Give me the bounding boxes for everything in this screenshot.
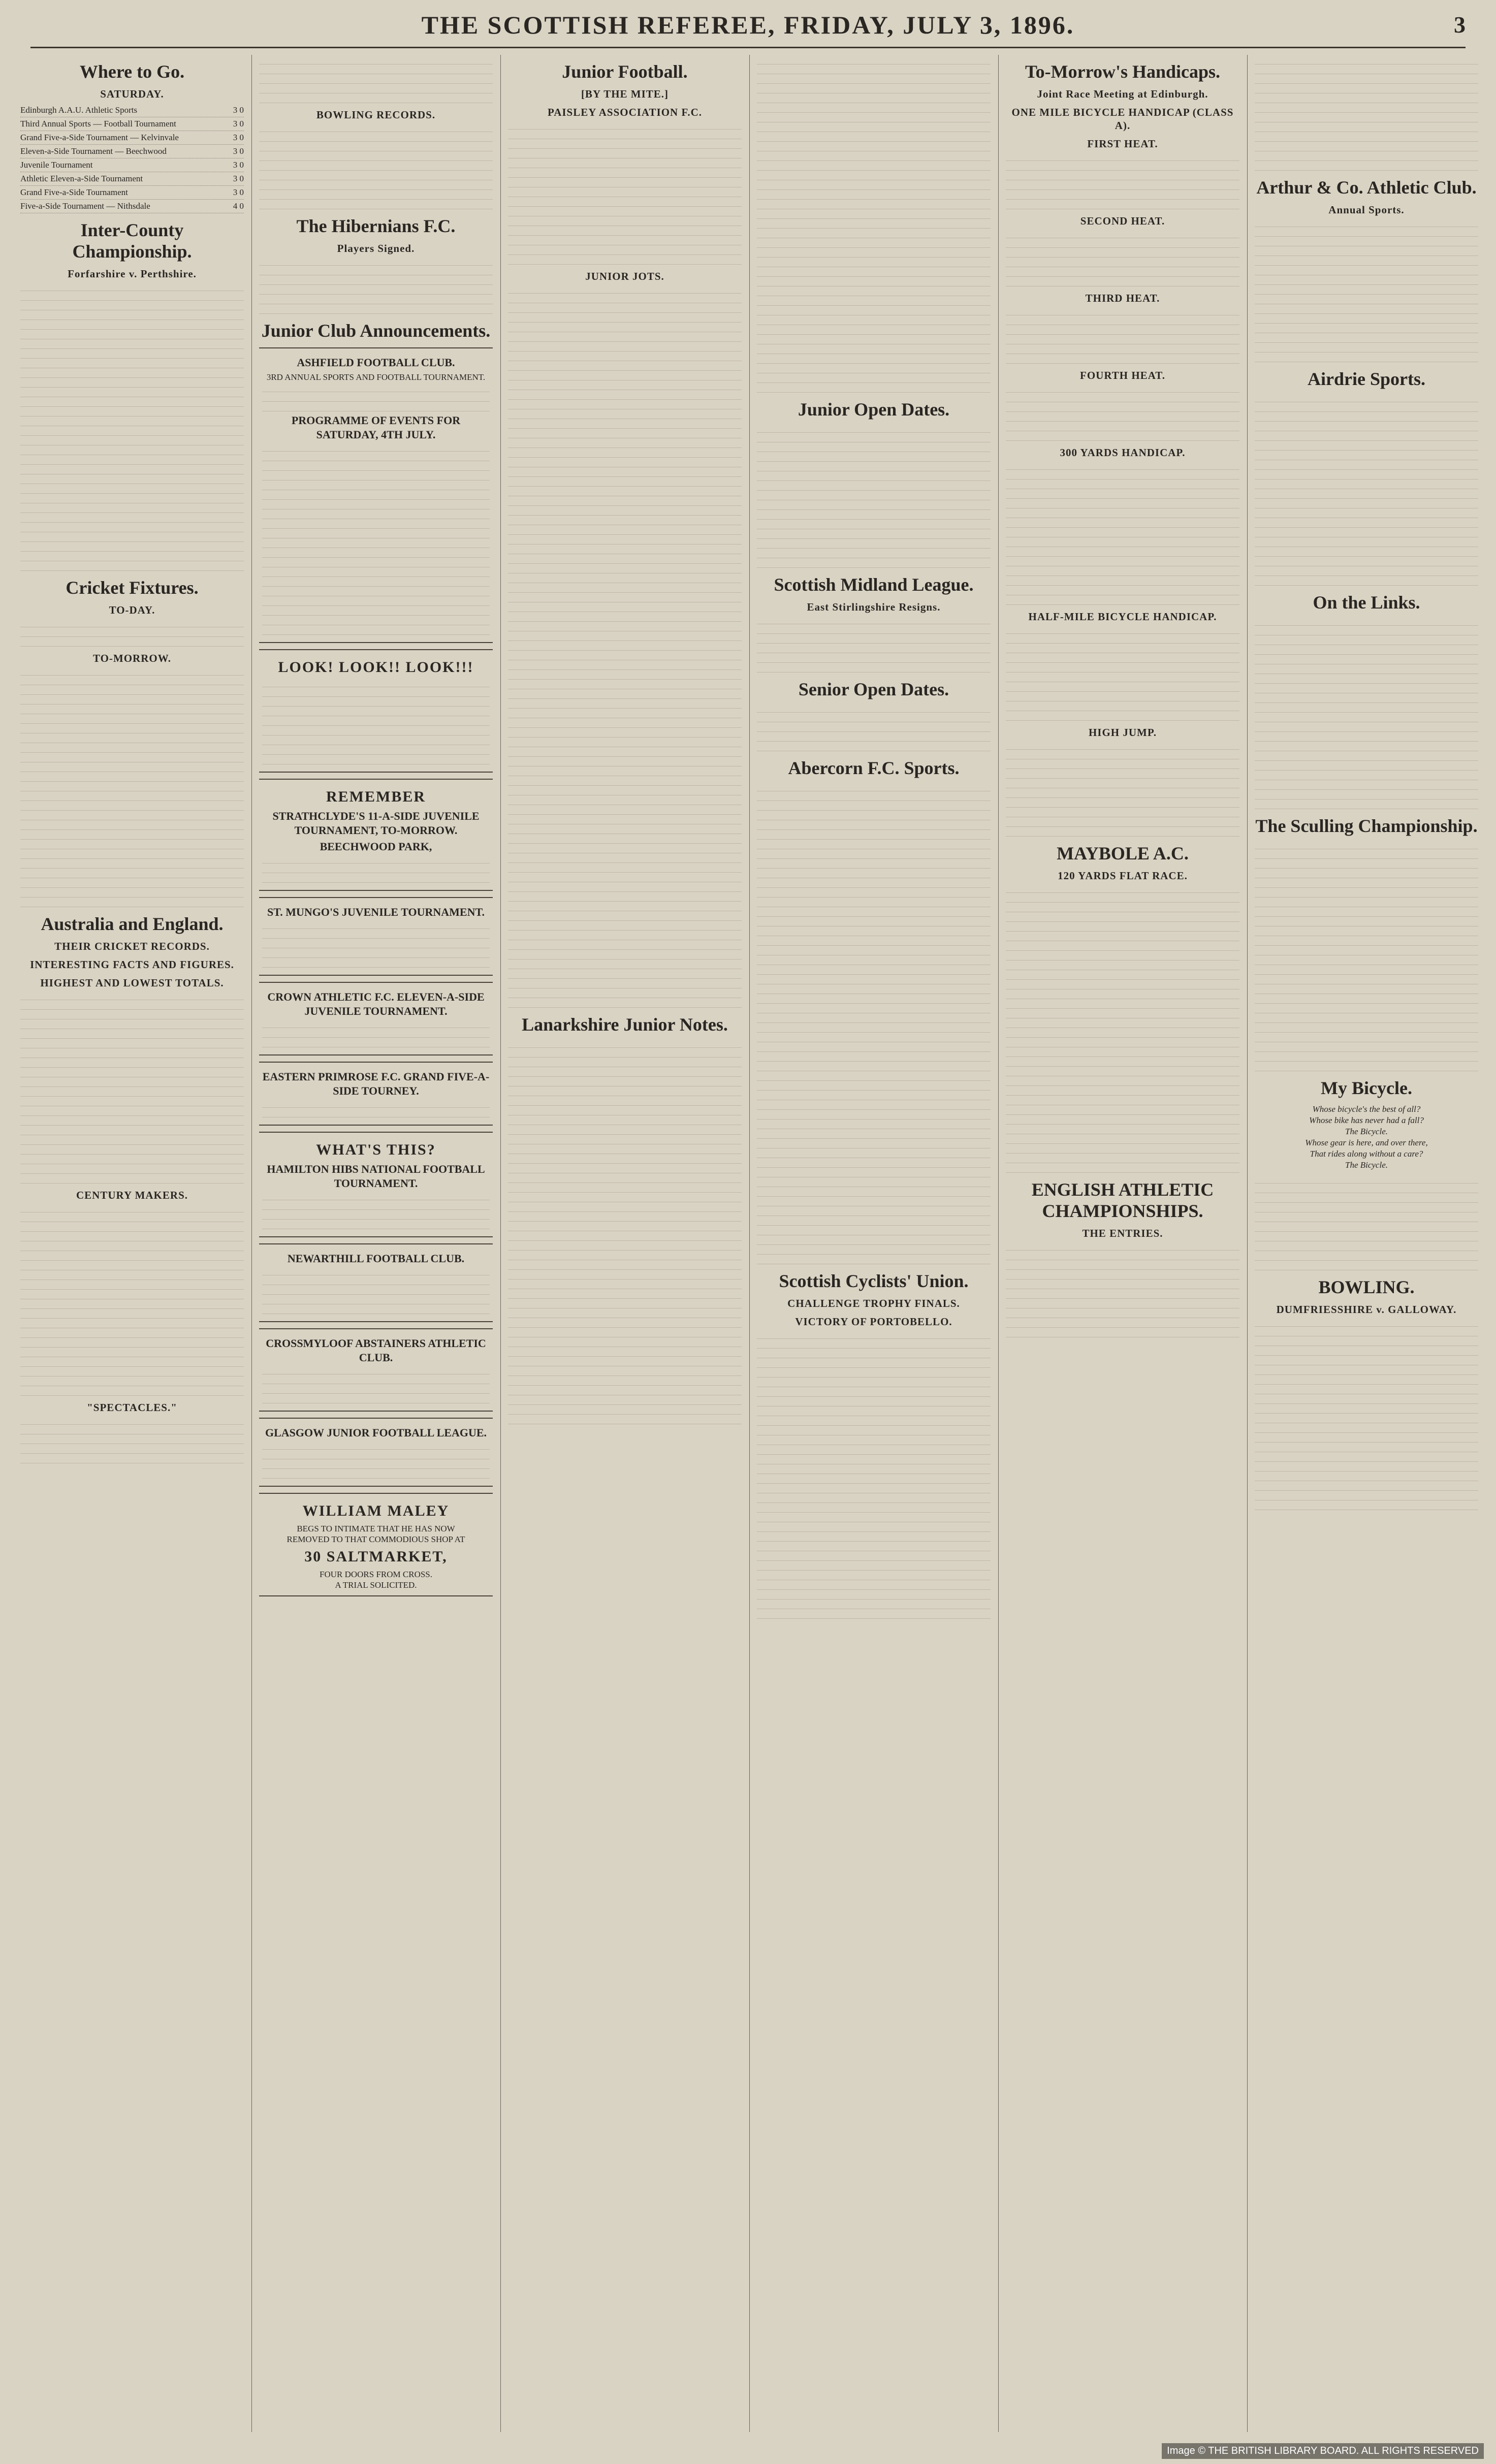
whats-this-advert: WHAT'S THIS? HAMILTON HIBS NATIONAL FOOTBALL TOURNAMENT. (259, 1132, 493, 1237)
cyclists-union-heading: Scottish Cyclists' Union. (779, 1271, 969, 1291)
lanarkshire-heading: Lanarkshire Junior Notes. (522, 1014, 728, 1035)
article-body (20, 668, 244, 907)
sculling-heading: The Sculling Championship. (1255, 816, 1478, 836)
australia-heading: Australia and England. (41, 914, 224, 934)
article-body (1255, 57, 1478, 171)
ashfield-advert: ASHFIELD FOOTBALL CLUB. 3RD ANNUAL SPORTS AND FOOTBALL TOURNAMENT. PROGRAMME OF EVENTS FOR SATURDAY, 4TH JULY. (259, 347, 493, 643)
entries-list (1006, 385, 1239, 441)
australia-subheading: THEIR CRICKET RECORDS. (54, 940, 210, 952)
entries-list (1006, 462, 1239, 605)
article-body (757, 617, 991, 673)
list-item: Edinburgh A.A.U. Athletic Sports 3 0 (20, 104, 244, 117)
entries-list (1006, 308, 1239, 364)
paisley-subheading: PAISLEY ASSOCIATION F.C. (547, 106, 703, 118)
inter-county-subheading: Forfarshire v. Perthshire. (68, 268, 197, 280)
hibernians-heading: The Hibernians F.C. (296, 216, 456, 236)
airdrie-heading: Airdrie Sports. (1308, 369, 1425, 389)
entries-subheading: THE ENTRIES. (1082, 1227, 1163, 1239)
totals-subheading: HIGHEST AND LOWEST TOTALS. (40, 977, 224, 989)
first-heat-subheading: FIRST HEAT. (1087, 138, 1158, 150)
links-heading: On the Links. (1313, 592, 1420, 613)
handicaps-heading: To-Morrow's Handicaps. (1025, 61, 1221, 82)
third-heat-subheading: THIRD HEAT. (1085, 292, 1160, 304)
inter-county-heading: Inter-County Championship. (72, 220, 192, 262)
eastern-advert: EASTERN PRIMROSE F.C. GRAND FIVE-A-SIDE TOURNEY. (259, 1062, 493, 1126)
article-body (259, 124, 493, 209)
column-6 (1255, 55, 1478, 2432)
yards-120-subheading: 120 YARDS FLAT RACE. (1058, 870, 1188, 882)
column-divider (998, 55, 999, 2432)
article-body (20, 620, 244, 647)
article-body (1255, 618, 1478, 809)
article-body (1255, 842, 1478, 1071)
masthead (20, 7, 1476, 43)
australia-subheading-2: INTERESTING FACTS AND FIGURES. (30, 958, 234, 971)
article-body (757, 1331, 991, 1619)
column-divider (251, 55, 252, 2432)
high-jump-subheading: HIGH JUMP. (1088, 726, 1157, 739)
second-heat-subheading: SECOND HEAT. (1080, 215, 1165, 227)
spectacles-subheading: "SPECTACLES." (87, 1401, 177, 1414)
players-signed-subheading: Players Signed. (337, 242, 415, 254)
one-mile-subheading: ONE MILE BICYCLE HANDICAP (CLASS A). (1011, 106, 1234, 132)
midland-league-heading: Scottish Midland League. (774, 574, 974, 595)
maybole-heading: MAYBOLE A.C. (1057, 843, 1189, 863)
byline: [BY THE MITE.] (581, 88, 669, 100)
joint-race-subheading: Joint Race Meeting at Edinburgh. (1037, 88, 1208, 100)
list-item: Athletic Eleven-a-Side Tournament 3 0 (20, 172, 244, 186)
dumfries-subheading: DUMFRIESSHIRE v. GALLOWAY. (1276, 1303, 1457, 1316)
article-body (20, 993, 244, 1183)
tomorrow-subheading: TO-MORROW. (92, 652, 172, 664)
yards-300-subheading: 300 YARDS HANDICAP. (1060, 446, 1186, 459)
list-item: Grand Five-a-Side Tournament 3 0 (20, 186, 244, 200)
article-body (259, 57, 493, 103)
article-body (757, 784, 991, 1264)
article-body (20, 1205, 244, 1396)
newspaper-title: THE SCOTTISH REFEREE, FRIDAY, JULY 3, 1896. (421, 11, 1075, 39)
junior-announcements-heading: Junior Club Announcements. (261, 321, 491, 341)
article-body (508, 122, 742, 265)
column-divider (749, 55, 750, 2432)
today-subheading: TO-DAY. (109, 604, 155, 616)
maley-advert: WILLIAM MALEY BEGS TO INTIMATE THAT HE HAS NOW REMOVED TO THAT COMMODIOUS SHOP AT 30 SALTMARKET, FOUR DOORS FROM CROSS. A TRIAL SOLICITED. (259, 1493, 493, 1596)
article-body (1255, 1319, 1478, 1510)
newarthill-advert: NEWARTHILL FOOTBALL CLUB. (259, 1243, 493, 1322)
abercorn-heading: Abercorn F.C. Sports. (788, 758, 960, 778)
page-number: 3 (1454, 12, 1466, 38)
article-body (1255, 1176, 1478, 1270)
list-item: Juvenile Tournament 3 0 (20, 158, 244, 172)
senior-open-dates-heading: Senior Open Dates. (798, 679, 949, 699)
entries-list (1006, 626, 1239, 721)
crossmyloof-advert: CROSSMYLOOF ABSTAINERS ATHLETIC CLUB. (259, 1328, 493, 1412)
article-body (508, 1040, 742, 1424)
column-5 (1006, 55, 1239, 2432)
bowling-heading: BOWLING. (1318, 1277, 1415, 1297)
article-body (20, 283, 244, 571)
article-body (757, 57, 991, 393)
entries-list (1006, 885, 1239, 1173)
column-3 (508, 55, 742, 2432)
english-championships-heading: ENGLISH ATHLETIC CHAMPIONSHIPS. (1031, 1179, 1214, 1221)
challenge-subheading: CHALLENGE TROPHY FINALS. (787, 1297, 960, 1309)
glasgow-junior-advert: GLASGOW JUNIOR FOOTBALL LEAGUE. (259, 1418, 493, 1487)
article-body (20, 1417, 244, 1463)
copyright-notice: Image © THE BRITISH LIBRARY BOARD. ALL RIGHTS RESERVED (1162, 2443, 1484, 2459)
victory-subheading: VICTORY OF PORTOBELLO. (795, 1316, 952, 1328)
poem: Whose bicycle's the best of all? Whose bike has never had a fall? The Bicycle. Whose gear is here, and over there, That rides along without a care? The Bicycle. (1305, 1104, 1428, 1170)
article-body (1006, 1243, 1239, 1337)
junior-open-dates-heading: Junior Open Dates. (798, 399, 950, 420)
half-mile-subheading: HALF-MILE BICYCLE HANDICAP. (1028, 611, 1217, 623)
list-item: Eleven-a-Side Tournament — Beechwood 3 0 (20, 145, 244, 158)
where-to-go-heading: Where to Go. (79, 61, 185, 82)
article-body (757, 425, 991, 568)
entries-list (1006, 742, 1239, 837)
list-item: Third Annual Sports — Football Tournament 3 0 (20, 117, 244, 131)
entries-list (1006, 153, 1239, 209)
column-2 (259, 55, 493, 2432)
column-divider (1247, 55, 1248, 2432)
article-body (1255, 219, 1478, 362)
look-advert: LOOK! LOOK!! LOOK!!! (259, 649, 493, 773)
list-item: Grand Five-a-Side Tournament — Kelvinvale 3 0 (20, 131, 244, 145)
st-mungos-advert: ST. MUNGO'S JUVENILE TOURNAMENT. (259, 897, 493, 976)
saturday-subheading: SATURDAY. (100, 88, 164, 100)
east-stirlingshire-subheading: East Stirlingshire Resigns. (807, 601, 941, 613)
column-divider (500, 55, 501, 2432)
bowling-records-subheading: BOWLING RECORDS. (316, 109, 436, 121)
article-body (508, 286, 742, 1008)
article-body (757, 705, 991, 751)
article-body (259, 258, 493, 314)
junior-jots-subheading: JUNIOR JOTS. (585, 270, 664, 282)
cricket-fixtures-heading: Cricket Fixtures. (66, 578, 199, 598)
strathclyde-advert: REMEMBER STRATHCLYDE'S 11-A-SIDE JUVENILE TOURNAMENT, TO-MORROW. BEECHWOOD PARK, (259, 779, 493, 891)
fourth-heat-subheading: FOURTH HEAT. (1080, 369, 1165, 381)
my-bicycle-heading: My Bicycle. (1321, 1078, 1412, 1098)
crown-advert: CROWN ATHLETIC F.C. ELEVEN-A-SIDE JUVENILE TOURNAMENT. (259, 982, 493, 1055)
column-4 (757, 55, 991, 2432)
arthur-heading: Arthur & Co. Athletic Club. (1256, 177, 1477, 198)
annual-sports-subheading: Annual Sports. (1328, 204, 1405, 216)
masthead-rule (30, 47, 1466, 48)
column-1 (20, 55, 244, 2432)
list-item: Five-a-Side Tournament — Nithsdale 4 0 (20, 200, 244, 213)
century-makers-subheading: CENTURY MAKERS. (76, 1189, 188, 1201)
article-body (1255, 395, 1478, 586)
where-to-go-list (20, 104, 244, 213)
junior-football-heading: Junior Football. (562, 61, 688, 82)
entries-list (1006, 231, 1239, 286)
